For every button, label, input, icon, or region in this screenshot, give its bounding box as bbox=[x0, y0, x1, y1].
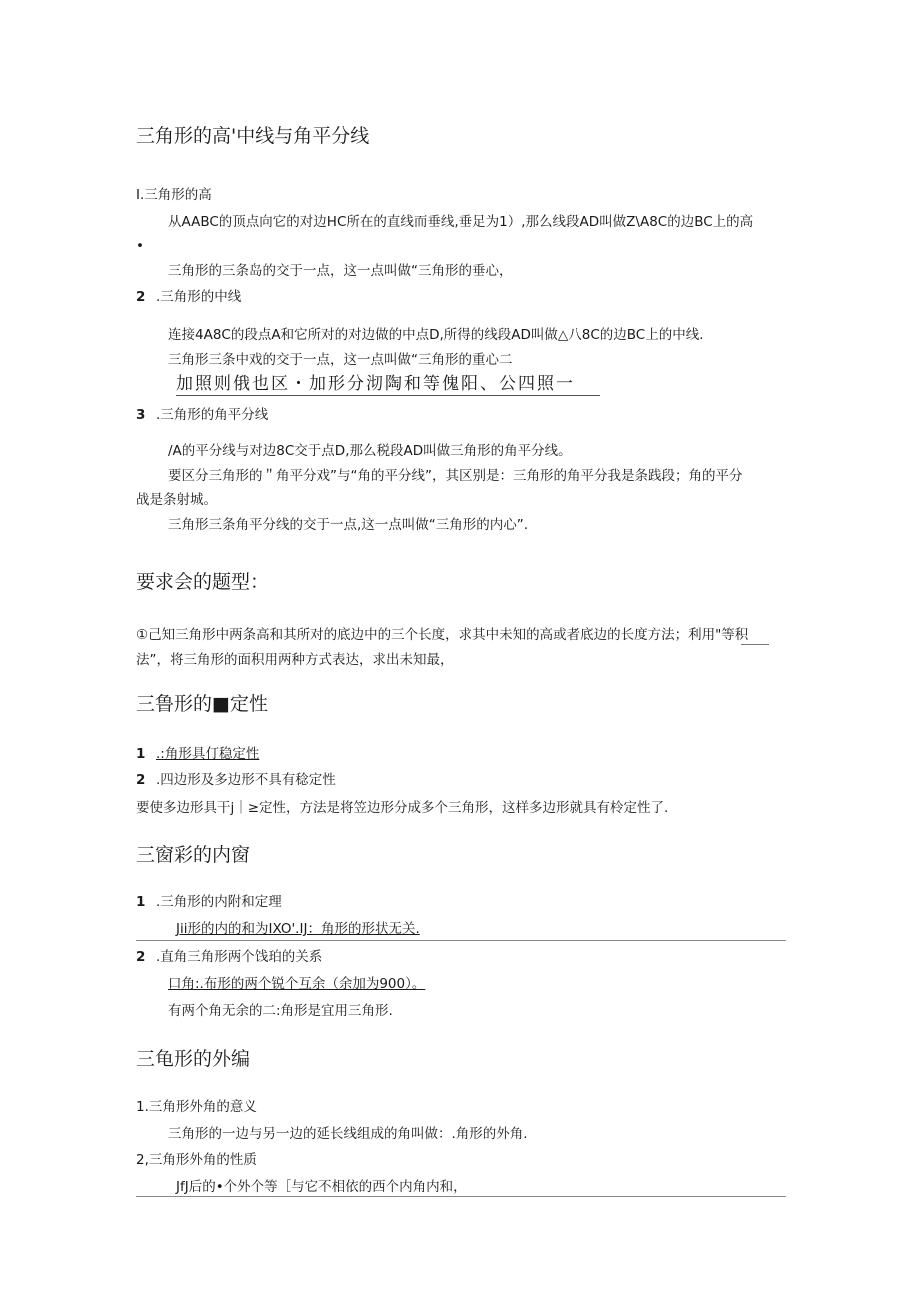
interior-item-1-number: 1 bbox=[136, 894, 146, 910]
equal-area-method-line-2: 法”，将三角形的面积用两种方式表达，求出未知最， bbox=[136, 652, 454, 668]
exterior-item-2: 2,三角形外角的性质 bbox=[136, 1152, 257, 1168]
page-title: 三角形的高'中线与角平分线 bbox=[136, 125, 370, 147]
equal-area-method-line-1: ①己知三角形中两条高和其所对的底边中的三个长度，求其中未知的高或者底边的长度方法；利用"等积 bbox=[136, 627, 749, 643]
angle-sum-theorem: Jii形的内的和为IXO'.IJ：角形的形状无关. bbox=[176, 921, 420, 937]
interior-item-2-number: 2 bbox=[136, 949, 146, 965]
median-definition: 连接4A8C的段点A和它所对的对边做的中点D,所得的线段AD叫做△八8C的边BC上的中线. bbox=[168, 327, 704, 343]
interior-angles-heading: 三窗彩的内窗 bbox=[136, 844, 251, 866]
exterior-angles-heading: 三龟形的外编 bbox=[136, 1048, 251, 1070]
interior-item-1: .三角形的内附和定理 bbox=[156, 894, 282, 910]
bullet-mark: • bbox=[136, 238, 144, 254]
required-types-heading: 要求会的题型： bbox=[136, 571, 270, 593]
stability-item-1: .:角形具仃稳定性 bbox=[156, 746, 260, 762]
bisector-definition: /A的平分线与对边8C交于点D,那么税段AD叫做三角形的角平分线。 bbox=[168, 443, 572, 459]
stability-item-1-number: 1 bbox=[136, 746, 146, 762]
underline-mark bbox=[741, 644, 769, 645]
exterior-angle-definition: 三角形的一边与另一边的延长线组成的角叫做：.角形的外角. bbox=[168, 1126, 528, 1142]
bottom-divider-line bbox=[136, 1196, 786, 1197]
bisector-distinction-line-2: 战是条射城。 bbox=[136, 492, 217, 508]
centroid-text: 三角形三条中戏的交于一点，这一点叫做“三角形的重心二 bbox=[168, 352, 513, 368]
divider-line bbox=[136, 940, 786, 941]
handwritten-underline bbox=[176, 395, 600, 396]
bisector-distinction-line-1: 要区分三角形的＂角平分戏”与“角的平分线”，其区别是：三角形的角平分我是条践段；角的平分 bbox=[168, 468, 743, 484]
section-3-heading: .三角形的角平分线 bbox=[156, 407, 269, 423]
section-3-number: 3 bbox=[136, 407, 146, 423]
handwritten-note: 加照则俄也区・加形分沏陶和等傀阳、公四照一 bbox=[176, 374, 575, 394]
exterior-item-1: 1.三角形外角的意义 bbox=[136, 1099, 257, 1115]
section-2-heading: .三角形的中线 bbox=[156, 289, 242, 305]
stability-heading: 三鲁形的■定性 bbox=[136, 693, 268, 715]
stability-item-2: .四边形及多边形不具有稔定性 bbox=[156, 772, 336, 788]
altitude-definition: 从AABC的顶点向它的对边HC所在的直线而垂线,垂足为1）,那么线段AD叫做Z\A8C的边BC上的高 bbox=[168, 214, 754, 230]
stability-method: 要使多边形具干j｜≥定性，方法是将笠边形分成多个三角形，这样多边形就具有柃定性了. bbox=[136, 800, 669, 816]
incenter-text: 三角形三条角平分线的交于一点,这一点叫做“三角形的内心”. bbox=[168, 517, 529, 533]
exterior-angle-property: JfJ后的•个外个等［与它不相依的西个内角内和， bbox=[176, 1179, 467, 1195]
right-triangle-acute-angles: 口角:.布形的两个锐个互余（余加为900）。 bbox=[168, 976, 426, 992]
section-1-heading: I.三角形的高 bbox=[136, 187, 212, 203]
section-2-number: 2 bbox=[136, 289, 146, 305]
right-triangle-criterion: 有两个角无余的二:角形是宜用三角形. bbox=[168, 1003, 393, 1019]
interior-item-2: .直角三角形两个饯珀的关系 bbox=[156, 949, 323, 965]
orthocenter-text: 三角形的三条岛的交于一点，这一点叫做“三角形的垂心， bbox=[168, 263, 513, 279]
stability-item-2-number: 2 bbox=[136, 772, 146, 788]
